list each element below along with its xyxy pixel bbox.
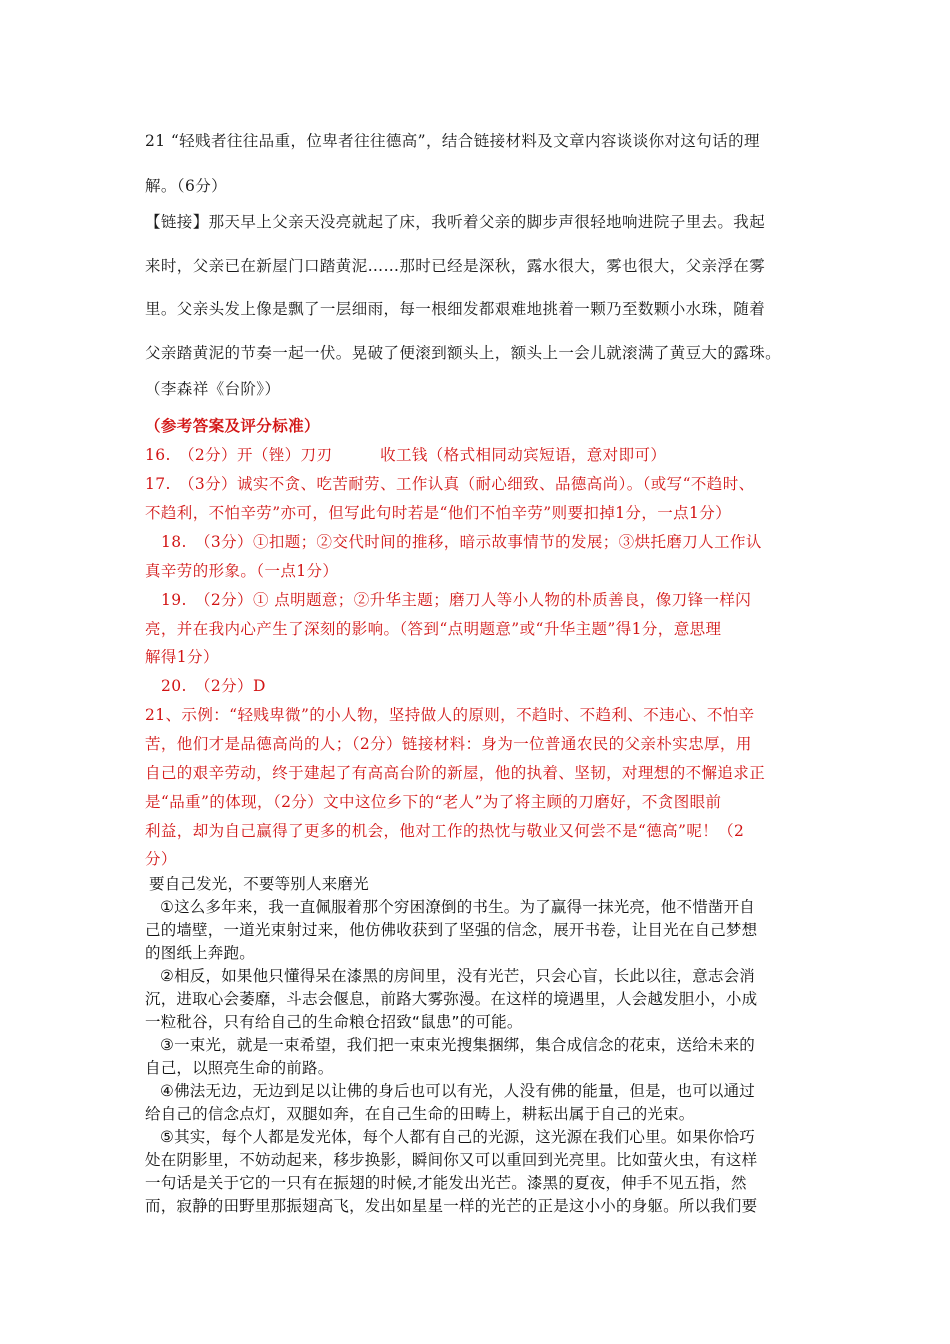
answer-17-line-1: 17. （3分）诚实不贪、吃苦耐劳、工作认真（耐心细致、品德高尚）。（或写“不趋时、 bbox=[145, 475, 755, 493]
essay-line-6: 一粒秕谷，只有给自己的生命粮仓招致“鼠患”的可能。 bbox=[145, 1013, 523, 1031]
essay-line-12: 处在阴影里，不妨动起来，移步换影，瞬间你又可以重回到光亮里。比如萤火虫，有这样 bbox=[145, 1151, 758, 1169]
essay-line-11: ⑤其实，每个人都是发光体，每个人都有自己的光源，这光源在我们心里。如果你恰巧 bbox=[160, 1128, 755, 1146]
answer-19-line-2: 亮，并在我内心产生了深刻的影响。（答到“点明题意”或“升华主题”得1分，意思理 bbox=[145, 620, 722, 638]
answer-20: 20. （2分）D bbox=[161, 677, 266, 695]
essay-line-7: ③一束光，就是一束希望，我们把一束束光搜集捆绑，集合成信念的花束，送给未来的 bbox=[160, 1036, 755, 1054]
question-21-line-1: 21 “轻贱者往往品重，位卑者往往德高”，结合链接材料及文章内容谈谈你对这句话的理 bbox=[145, 132, 760, 150]
answer-21-line-2: 苦，他们才是品德高尚的人；（2分）链接材料：身为一位普通农民的父亲朴实忠厚，用 bbox=[145, 735, 752, 753]
essay-line-14: 而，寂静的田野里那振翅高飞，发出如星星一样的光芒的正是这小小的身躯。所以我们要 bbox=[145, 1197, 758, 1215]
essay-line-8: 自己，以照亮生命的前路。 bbox=[145, 1059, 334, 1077]
essay-line-13: 一句话是关于它的一只有在振翅的时候,才能发出光芒。漆黑的夏夜，伸手不见五指，然 bbox=[145, 1174, 747, 1192]
answer-18-line-1: 18. （3分）①扣题；②交代时间的推移，暗示故事情节的发展；③烘托磨刀人工作认 bbox=[161, 533, 762, 551]
essay-line-10: 给自己的信念点灯，双腿如奔，在自己生命的田畴上，耕耘出属于自己的光束。 bbox=[145, 1105, 695, 1123]
answer-21-line-1: 21、示例：“轻贱卑微”的小人物，坚持做人的原则，不趋时、不趋利、不违心、不怕辛 bbox=[145, 706, 755, 724]
link-source: （李森祥《台阶》） bbox=[145, 380, 281, 398]
link-line-3: 里。父亲头发上像是飘了一层细雨，每一根细发都艰难地挑着一颗乃至数颗小水珠，随着 bbox=[145, 300, 766, 318]
answer-16: 16. （2分）开（锉）刀刃 收工钱（格式相同动宾短语，意对即可） bbox=[145, 446, 667, 464]
essay-title: 要自己发光，不要等别人来磨光 bbox=[149, 875, 369, 893]
essay-line-5: 沉，进取心会萎靡，斗志会偃息，前路大雾弥漫。在这样的境遇里，人会越发胆小，小成 bbox=[145, 990, 758, 1008]
answer-21-line-5: 利益，却为自己赢得了更多的机会，他对工作的热忱与敬业又何尝不是“德高”呢！（2 bbox=[145, 822, 745, 840]
link-line-4: 父亲踏黄泥的节奏一起一伏。晃破了便滚到额头上，额头上一会儿就滚满了黄豆大的露珠。 bbox=[145, 344, 782, 362]
essay-line-4: ②相反，如果他只懂得呆在漆黑的房间里，没有光芒，只会心盲，长此以往，意志会消 bbox=[160, 967, 755, 985]
link-line-2: 来时，父亲已在新屋门口踏黄泥……那时已经是深秋，露水很大，雾也很大，父亲浮在雾 bbox=[145, 257, 766, 275]
essay-line-9: ④佛法无边，无边到足以让佛的身后也可以有光，人没有佛的能量，但是，也可以通过 bbox=[160, 1082, 755, 1100]
essay-line-2: 己的墙壁，一道光束射过来，他仿佛收获到了坚强的信念，展开书卷，让目光在自己梦想 bbox=[145, 921, 758, 939]
question-21-line-2: 解。（6分） bbox=[145, 177, 228, 195]
answer-19-line-1: 19. （2分）① 点明题意；②升华主题；磨刀人等小人物的朴质善良，像刀锋一样闪 bbox=[161, 591, 752, 609]
answer-18-line-2: 真辛劳的形象。（一点1分） bbox=[145, 562, 339, 580]
essay-line-1: ①这么多年来，我一直佩服着那个穷困潦倒的书生。为了赢得一抹光亮，他不惜凿开自 bbox=[160, 898, 755, 916]
answer-21-line-3: 自己的艰辛劳动，终于建起了有高高台阶的新屋，他的执着、坚韧，对理想的不懈追求正 bbox=[145, 764, 766, 782]
answer-21-line-6: 分） bbox=[145, 850, 177, 868]
answers-heading: （参考答案及评分标准） bbox=[145, 416, 320, 435]
answer-19-line-3: 解得1分） bbox=[145, 648, 219, 666]
answer-21-line-4: 是“品重”的体现，（2分）文中这位乡下的“老人”为了将主顾的刀磨好，不贪图眼前 bbox=[145, 793, 722, 811]
answer-17-line-2: 不趋利，不怕辛劳”亦可，但写此句时若是“他们不怕辛劳”则要扣掉1分，一点1分） bbox=[145, 504, 732, 522]
essay-line-3: 的图纸上奔跑。 bbox=[145, 944, 255, 962]
link-line-1: 【链接】那天早上父亲天没亮就起了床，我听着父亲的脚步声很轻地响进院子里去。我起 bbox=[145, 213, 766, 231]
